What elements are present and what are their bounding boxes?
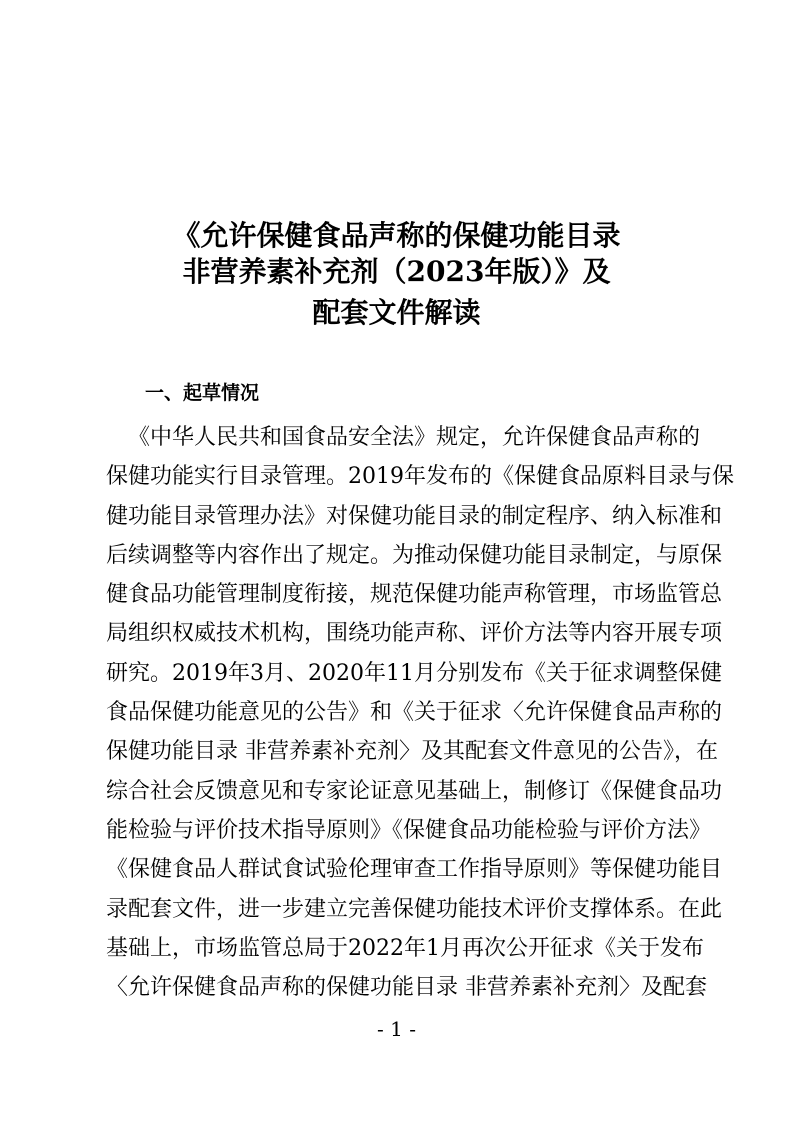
text-line: 〈允许保健食品声称的保健功能目录 非营养素补充剂〉及配套	[106, 975, 707, 1001]
document-title-line-3: 配套文件解读	[312, 296, 481, 329]
page-number: - 1 -	[377, 1017, 416, 1041]
document-title-line-2: 非营养素补充剂（2023年版）》及	[182, 255, 611, 288]
text-line: 基础上，市场监管总局于2022年1月再次公开征求《关于发布	[106, 935, 704, 961]
text-line: 健功能目录管理办法》对保健功能目录的制定程序、纳入标准和	[106, 503, 723, 529]
text-line: 研究。2019年3月、2020年11月分别发布《关于征求调整保健	[106, 660, 722, 686]
text-line: 《保健食品人群试食试验伦理审查工作指导原则》等保健功能目	[106, 857, 723, 883]
text-line: 综合社会反馈意见和专家论证意见基础上，制修订《保健食品功	[106, 778, 723, 804]
text-line: 食品保健功能意见的公告》和《关于征求〈允许保健食品声称的	[106, 700, 723, 726]
text-line: 保健功能实行目录管理。2019年发布的《保健食品原料目录与保	[106, 464, 734, 490]
section-heading: 一、起草情况	[145, 382, 260, 404]
text-line: 后续调整等内容作出了规定。为推动保健功能目录制定，与原保	[106, 542, 723, 568]
text-line: 局组织权威技术机构，围绕功能声称、评价方法等内容开展专项	[106, 621, 723, 647]
text-line: 《中华人民共和国食品安全法》规定，允许保健食品声称的	[128, 425, 701, 450]
text-line: 健食品功能管理制度衔接，规范保健功能声称管理，市场监管总	[106, 582, 723, 608]
text-line: 录配套文件，进一步建立完善保健功能技术评价支撑体系。在此	[106, 896, 723, 922]
body-paragraph	[106, 418, 734, 1007]
text-line: 能检验与评价技术指导原则》《保健食品功能检验与评价方法》	[106, 817, 712, 843]
document-title-line-1: 《允许保健食品声称的保健功能目录	[172, 219, 621, 252]
text-line: 保健功能目录 非营养素补充剂〉及其配套文件意见的公告》，在	[106, 739, 718, 765]
